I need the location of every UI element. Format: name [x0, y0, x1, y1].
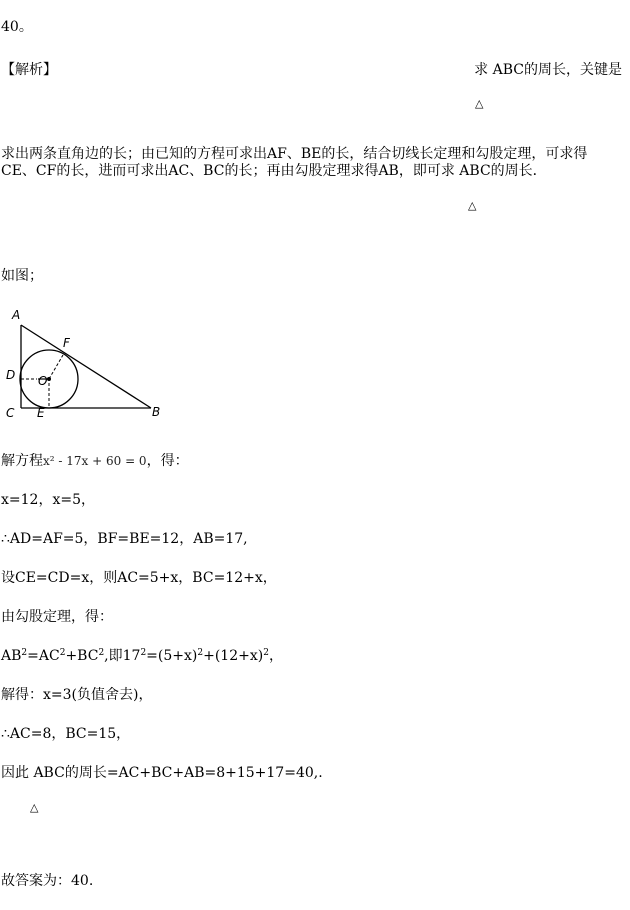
- triangle-symbol: △: [30, 801, 39, 814]
- step-ad-line: ∴AD=AF=5，BF=BE=12，AB=17,: [1, 531, 248, 547]
- solve-prefix: 解方程: [1, 453, 43, 469]
- pythag-intro: 由勾股定理，得：: [1, 609, 113, 625]
- label-o: O: [38, 374, 48, 388]
- label-d: D: [6, 368, 16, 382]
- solve-equation-line: [1, 452, 189, 470]
- triangle-symbol: △: [468, 199, 477, 212]
- pythag-equation: $AB^2=AC^2+BC^2$,即$17^2=(5+x)^2+(12+x)^2$，: [1, 648, 283, 664]
- perimeter-line: 因此 ABC的周长=AC+BC+AB=8+15+17=40,.: [1, 765, 323, 781]
- label-c: C: [6, 406, 15, 420]
- roots-line: x=12，x=5，: [1, 492, 95, 508]
- analysis-line-3: CE、CF的长，进而可求出AC、BC的长；再由勾股定理求得AB，即可求 ABC的周长．: [1, 163, 547, 179]
- final-answer: 故答案为：40.: [1, 873, 94, 889]
- label-f: F: [63, 336, 70, 350]
- solve-x-line: 解得：x=3(负值舍去)，: [1, 687, 153, 703]
- label-e: E: [37, 406, 45, 420]
- step-ac-line: ∴AC=8，BC=15，: [1, 726, 131, 742]
- analysis-heading: 【解析】: [1, 62, 57, 78]
- label-b: B: [152, 405, 161, 419]
- quadratic-equation: x² - 17x + 60 = 0: [43, 454, 147, 468]
- step-set-line: 设CE=CD=x，则AC=5+x，BC=12+x，: [1, 570, 277, 586]
- analysis-intro: 求 ABC的周长，关键是: [474, 62, 622, 78]
- triangle-symbol: △: [475, 97, 484, 110]
- figure-intro: 如图；: [1, 268, 43, 284]
- label-a: A: [12, 308, 21, 322]
- analysis-line-2: 求出两条直角边的长；由已知的方程可求出AF、BE的长，结合切线长定理和勾股定理，可求得: [1, 146, 588, 162]
- answer-top: 40。: [1, 19, 33, 35]
- triangle-figure: [0, 305, 170, 420]
- solve-suffix: ，得：: [146, 453, 189, 469]
